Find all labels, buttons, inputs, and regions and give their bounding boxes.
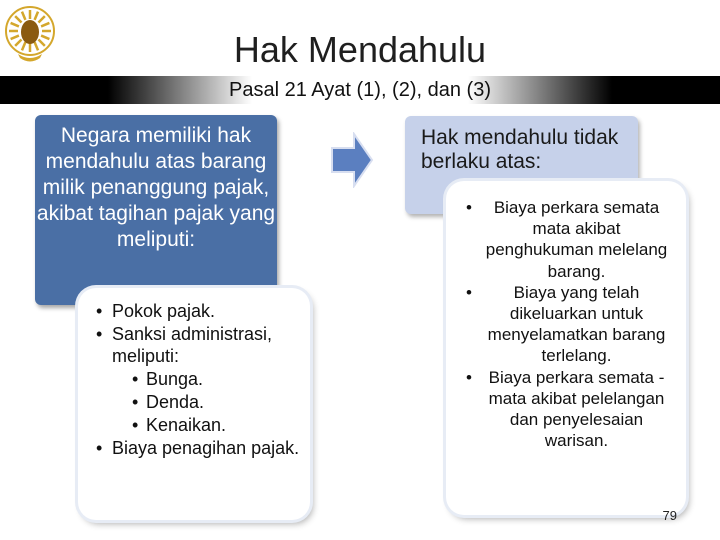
list-item-label: Biaya penagihan pajak.	[112, 437, 300, 458]
right-arrow-icon	[330, 132, 374, 188]
page-title: Hak Mendahulu	[233, 29, 487, 70]
list-item-label: Biaya perkara semata - mata akibat pelelangan dan penyelesaian warisan.	[488, 367, 665, 451]
right-heading-text: Hak mendahulu tidak berlaku atas:	[421, 126, 619, 173]
left-statement-text: Negara memiliki hak mendahulu atas barang milik penanggung pajak, akibat tagihan pajak yang meliputi:	[36, 124, 276, 251]
page-number: 79	[662, 508, 677, 523]
page-subtitle: Pasal 21 Ayat (1), (2), dan (3)	[229, 79, 491, 101]
list-item: • Biaya yang telah dikeluarkan untuk menyelamatkan barang terlelang.	[466, 282, 666, 366]
list-item: • Biaya perkara semata mata akibat penghukuman melelang barang.	[466, 198, 668, 281]
list-item-label: Biaya yang telah dikeluarkan untuk menyelamatkan barang terlelang.	[487, 282, 666, 366]
list-item	[78, 323, 303, 437]
list-item-label: Sanksi administrasi, meliputi:	[112, 323, 273, 366]
right-list-card	[446, 181, 686, 515]
list-item	[78, 437, 303, 460]
sub-list-item: • Denda.	[112, 391, 303, 414]
sub-list-item: • Bunga.	[112, 368, 303, 391]
left-list-card	[78, 288, 310, 520]
right-list	[446, 197, 671, 451]
list-item: • Biaya perkara semata - mata akibat pelelangan dan penyelesaian warisan.	[466, 367, 665, 451]
left-list	[78, 300, 303, 459]
list-item-label: Pokok pajak.	[112, 301, 216, 321]
list-item-label: Biaya perkara semata mata akibat penghukuman melelang barang.	[485, 198, 668, 281]
left-statement-box	[35, 115, 277, 305]
sub-list-item: • Kenaikan.	[112, 414, 303, 437]
list-item	[78, 300, 303, 323]
